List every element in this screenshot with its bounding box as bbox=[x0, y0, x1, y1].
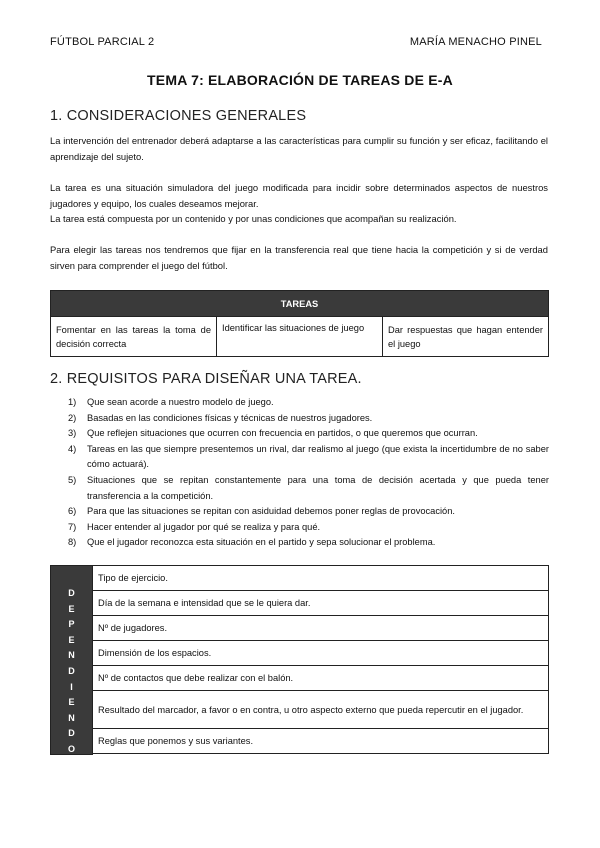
header-right: MARÍA MENACHO PINEL bbox=[409, 36, 542, 48]
list-item-text: Que el jugador reconozca esta situación en el partido y sepa solucionar el problema. bbox=[87, 537, 436, 548]
dependiendo-letter: E bbox=[68, 634, 75, 645]
dependiendo-row: Reglas que ponemos y sus variantes. bbox=[92, 729, 549, 754]
tareas-cell: Identificar las situaciones de juego bbox=[217, 317, 383, 357]
dependiendo-letter: E bbox=[68, 603, 75, 614]
paragraph-text: La intervención del entrenador deberá adaptarse a las características para cumplir su función y ser eficaz, facilitando el aprendizaje del sujeto. bbox=[50, 135, 548, 162]
dependiendo-letter: N bbox=[68, 650, 75, 661]
section2-heading: 2. REQUISITOS PARA DISEÑAR UNA TAREA. bbox=[50, 371, 362, 387]
paragraph-text: Para elegir las tareas nos tendremos que fijar en la transferencia real que tiene hacia la competición y si de verdad sirven para comprender el juego del fútbol. bbox=[50, 244, 548, 271]
list-item-text: Para que las situaciones se repitan con asiduidad debemos poner reglas de provocación. bbox=[87, 506, 455, 517]
dependiendo-letters bbox=[51, 586, 92, 758]
list-item-number: 2) bbox=[68, 412, 77, 423]
paragraph-text: La tarea está compuesta por un contenido y por unas condiciones que acompañan su realización. bbox=[50, 213, 457, 225]
section1-paragraph-3 bbox=[50, 242, 548, 273]
dependiendo-letter: P bbox=[68, 619, 75, 630]
tareas-table bbox=[50, 290, 549, 357]
list-item-number: 4) bbox=[68, 443, 77, 454]
page-title: TEMA 7: ELABORACIÓN DE TAREAS DE E-A bbox=[147, 72, 453, 88]
list-item bbox=[68, 411, 549, 427]
list-item-number: 7) bbox=[68, 521, 77, 532]
list-item-text: Situaciones que se repitan constantemente para una toma de decisión acertada y que pueda tener transferencia a la competición. bbox=[87, 474, 549, 501]
dependiendo-letter: N bbox=[68, 712, 75, 723]
tareas-table-header: TAREAS bbox=[51, 291, 549, 317]
list-item-text: Que reflejen situaciones que ocurren con frecuencia en partidos, o que queremos que ocurran. bbox=[87, 428, 478, 439]
dependiendo-letter: O bbox=[67, 743, 75, 754]
list-item bbox=[68, 535, 549, 551]
section1-heading: 1. CONSIDERACIONES GENERALES bbox=[50, 108, 307, 124]
list-item-number: 6) bbox=[68, 506, 77, 517]
list-item-number: 3) bbox=[68, 428, 77, 439]
dependiendo-letter: D bbox=[68, 665, 75, 676]
list-item-text: Que sean acorde a nuestro modelo de juego. bbox=[87, 397, 274, 407]
dependiendo-row: Nº de contactos que debe realizar con el balón. bbox=[92, 666, 549, 691]
section1-paragraph-2 bbox=[50, 180, 548, 227]
list-item bbox=[68, 473, 549, 504]
dependiendo-letter: I bbox=[70, 681, 73, 692]
dependiendo-letter: D bbox=[68, 588, 75, 598]
dependiendo-row: Día de la semana e intensidad que se le quiera dar. bbox=[92, 591, 549, 616]
dependiendo-row: Dimensión de los espacios. bbox=[92, 641, 549, 666]
header-left: FÚTBOL PARCIAL 2 bbox=[50, 36, 155, 48]
list-item-number: 8) bbox=[68, 537, 77, 548]
dependiendo-row: Nº de jugadores. bbox=[92, 616, 549, 641]
list-item bbox=[68, 395, 549, 411]
list-item-text: Tareas en las que siempre presentemos un rival, dar realismo al juego (que exista la incertidumbre de no saber cómo actuará). bbox=[87, 443, 549, 470]
tareas-cell: Dar respuestas que hagan entender el juego bbox=[383, 317, 549, 357]
dependiendo-row: Resultado del marcador, a favor o en contra, u otro aspecto externo que pueda repercutir en el jugador. bbox=[92, 691, 549, 729]
list-item-text: Basadas en las condiciones físicas y técnicas de nuestros jugadores. bbox=[87, 412, 373, 423]
dependiendo-table bbox=[50, 565, 549, 754]
list-item bbox=[68, 442, 549, 473]
list-item bbox=[68, 426, 549, 442]
requisitos-list bbox=[68, 395, 549, 551]
dependiendo-rows bbox=[92, 565, 549, 754]
list-item-text: Hacer entender al jugador por qué se realiza y para qué. bbox=[87, 521, 321, 532]
dependiendo-row: Tipo de ejercicio. bbox=[92, 565, 549, 591]
tareas-cell: Fomentar en las tareas la toma de decisión correcta bbox=[51, 317, 217, 357]
list-item-number: 1) bbox=[68, 397, 77, 407]
list-item bbox=[68, 504, 549, 520]
paragraph-text: La tarea es una situación simuladora del juego modificada para incidir sobre determinados aspectos de nuestros jugadores y equipo, los cuales deseamos mejorar. bbox=[50, 182, 548, 209]
dependiendo-sidebar bbox=[50, 565, 93, 755]
dependiendo-letter: D bbox=[68, 728, 75, 739]
list-item bbox=[68, 520, 549, 536]
dependiendo-letter: E bbox=[68, 697, 75, 708]
list-item-number: 5) bbox=[68, 474, 77, 485]
section1-paragraph-1 bbox=[50, 133, 548, 164]
